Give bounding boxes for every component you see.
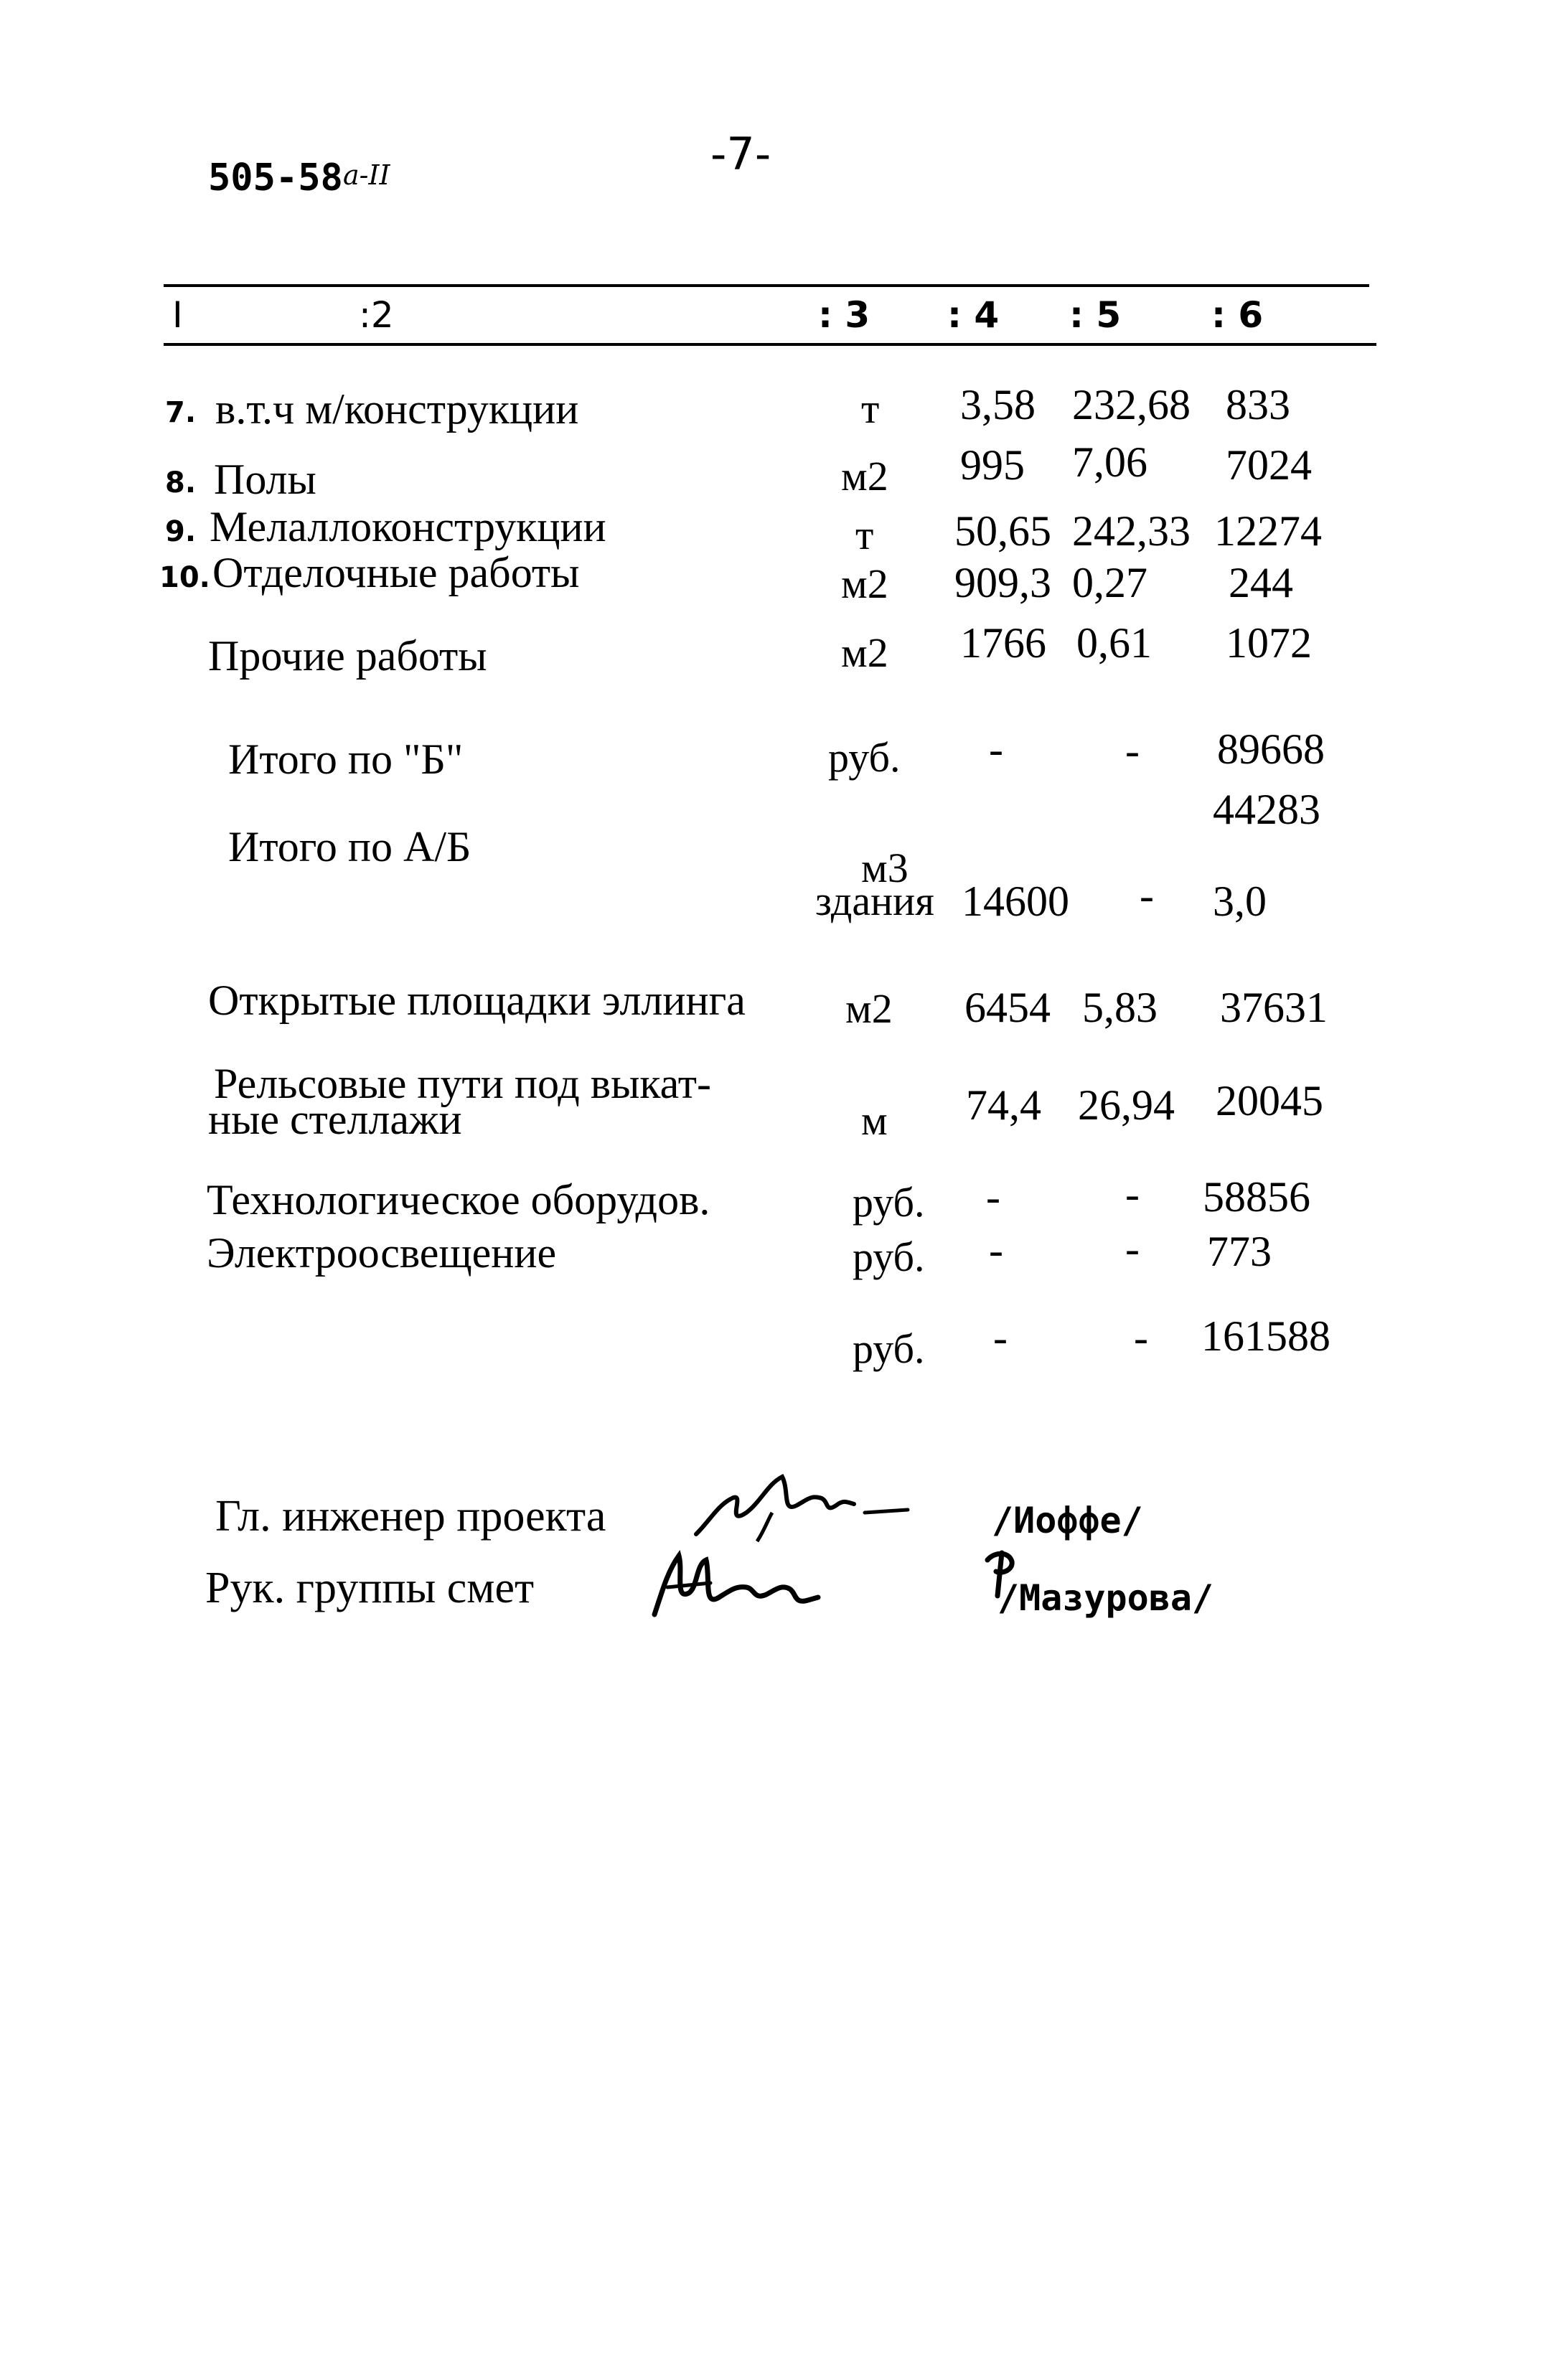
row-index: 9. <box>165 515 197 548</box>
total-b-total: 89668 <box>1217 725 1325 773</box>
row-unit: т <box>861 385 880 432</box>
row-qty: - <box>989 1226 1003 1274</box>
row-name: Прочие работы <box>208 632 487 680</box>
building-qty: 14600 <box>962 878 1069 925</box>
m3-unit: м3 <box>861 845 909 891</box>
row-price: 7,06 <box>1072 438 1147 486</box>
row-total: 833 <box>1226 381 1290 428</box>
header-rule-bottom <box>164 343 1376 346</box>
column-header-4: : 4 <box>947 294 1000 336</box>
row-unit: м2 <box>841 629 888 676</box>
chief-engineer-label: Гл. инженер проекта <box>215 1492 606 1541</box>
total-ab-total: 44283 <box>1213 786 1320 833</box>
row-qty: 50,65 <box>954 507 1051 555</box>
row-price: 26,94 <box>1078 1081 1175 1129</box>
row-unit: т <box>855 512 874 558</box>
row-name: Открытые площадки эллинга <box>208 977 746 1024</box>
row-total: 773 <box>1207 1228 1272 1275</box>
row-total: 20045 <box>1216 1077 1323 1124</box>
row-unit: м2 <box>841 560 888 607</box>
chief-engineer-name: /Иоффе/ <box>992 1500 1143 1541</box>
row-qty: - <box>986 1173 1000 1221</box>
row-price: 0,27 <box>1072 559 1147 606</box>
row-index: 7. <box>165 396 197 429</box>
total-b-label: Итого по "Б" <box>228 736 464 783</box>
row-total: 58856 <box>1203 1173 1310 1221</box>
estimate-group-lead-signature <box>646 1543 832 1622</box>
row-total: 244 <box>1229 559 1293 606</box>
row-price: 0,61 <box>1076 619 1152 667</box>
row-name: Электроосвещение <box>207 1229 557 1277</box>
row-name: в.т.ч м/конструкции <box>215 385 579 433</box>
row-name-line-1: Рельсовые пути под выкат- <box>214 1060 711 1107</box>
row-unit: руб. <box>853 1179 925 1226</box>
row-price: - <box>1125 1170 1140 1218</box>
building-unit: здания <box>815 878 934 924</box>
page-number: -7- <box>710 128 771 180</box>
row-total: 37631 <box>1220 984 1328 1031</box>
row-qty: 909,3 <box>954 559 1051 606</box>
building-total: 3,0 <box>1213 878 1267 925</box>
row-unit: м2 <box>845 985 893 1032</box>
column-header-3: : 3 <box>818 294 870 336</box>
total-b-price: - <box>1125 727 1140 774</box>
row-name-line-2: ные стеллажи <box>208 1096 462 1143</box>
building-price: - <box>1140 872 1154 919</box>
estimate-group-lead-label: Рук. группы смет <box>205 1564 535 1612</box>
total-b-qty: - <box>989 725 1003 773</box>
row-price: - <box>1125 1225 1140 1272</box>
row-price: 242,33 <box>1072 507 1191 555</box>
document-id-note: а-II <box>343 159 390 191</box>
total-ab-label: Итого по А/Б <box>228 823 471 870</box>
total-b-unit: руб. <box>828 734 901 781</box>
column-header-2: :2 <box>359 294 394 336</box>
column-header-5: : 5 <box>1069 294 1122 336</box>
row-total: 12274 <box>1214 507 1322 555</box>
estimate-group-lead-name: /Мазурова/ <box>997 1577 1214 1619</box>
row-name: Мелаллоконструкции <box>210 503 606 550</box>
row-name: Отделочные работы <box>212 549 580 596</box>
row-index: 8. <box>165 466 197 499</box>
row-qty: 6454 <box>964 984 1051 1031</box>
column-header-6: : 6 <box>1211 294 1264 336</box>
row-name: Технологическое оборудов. <box>207 1176 710 1223</box>
row-name: Полы <box>214 456 316 503</box>
row-qty: - <box>993 1314 1008 1361</box>
row-qty: 1766 <box>960 619 1046 667</box>
row-total: 1072 <box>1226 619 1312 667</box>
row-qty: 74,4 <box>966 1081 1041 1129</box>
row-total: 161588 <box>1201 1312 1330 1360</box>
document-id: 505-58 <box>208 156 343 199</box>
row-unit: м <box>861 1097 888 1144</box>
row-unit: руб. <box>853 1234 925 1280</box>
column-header-1: I <box>172 294 183 336</box>
row-unit: руб. <box>853 1325 925 1372</box>
chief-engineer-signature <box>682 1462 940 1549</box>
row-price: - <box>1134 1314 1148 1361</box>
row-total: 7024 <box>1226 441 1312 489</box>
row-price: 5,83 <box>1082 984 1158 1031</box>
header-rule-top <box>164 284 1369 287</box>
row-index: 10. <box>159 561 210 594</box>
row-price: 232,68 <box>1072 381 1191 428</box>
row-qty: 3,58 <box>960 381 1036 428</box>
row-qty: 995 <box>960 441 1025 489</box>
row-unit: м2 <box>841 453 888 499</box>
